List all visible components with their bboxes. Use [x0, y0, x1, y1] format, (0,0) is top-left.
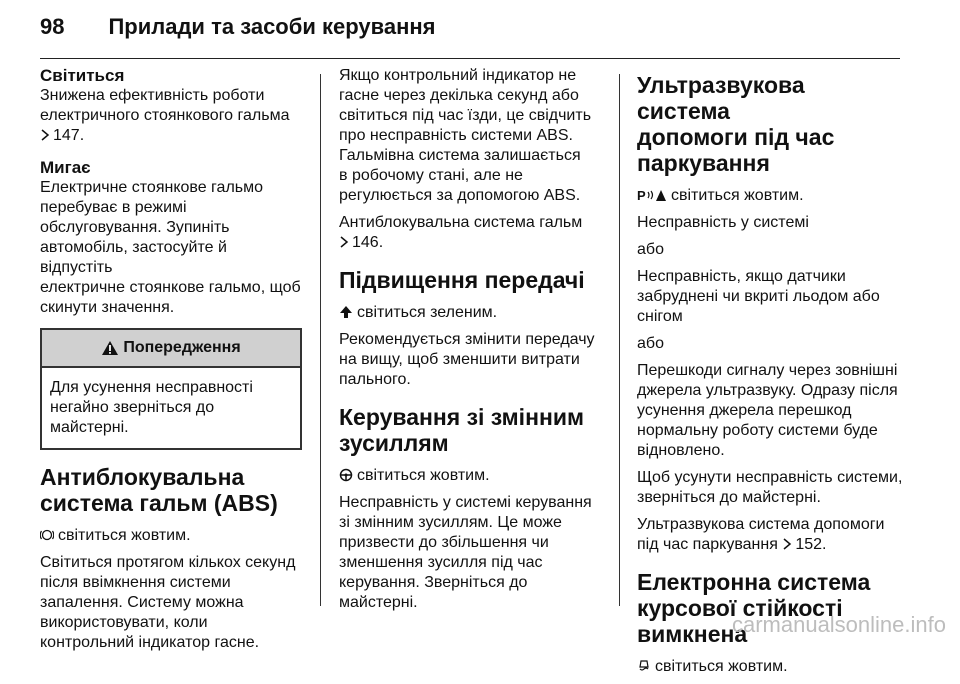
upshift-text: Рекомендується змінити передачу на вищу, щоб зменшити витрати пального.: [339, 331, 595, 388]
abs-text: Світиться протягом кількох секунд після ввімкнення системи запалення. Систему можна використовувати, коли контрольний індикатор гасне.: [40, 554, 296, 651]
esc-off-icon: [637, 659, 651, 673]
watermark: carmanualsonline.info: [731, 612, 946, 637]
column-divider: [619, 74, 620, 606]
svg-text:P: P: [637, 188, 646, 202]
abs-reference: Антиблокувальна система гальм 146.: [339, 214, 583, 251]
column-divider: [320, 74, 321, 606]
esc-heading: Електронна система курсової стійкості вимкнена: [637, 569, 871, 647]
abs-indicator-icon: [40, 528, 54, 542]
header-rule: [40, 58, 900, 59]
page-header: [40, 14, 436, 44]
abs-lit: світиться жовтим.: [40, 526, 302, 546]
page-title: Прилади та засоби керування: [108, 14, 436, 39]
or-text: або: [637, 335, 664, 352]
steering-heading: Керування зі змінним зусиллям: [339, 404, 585, 456]
parking-fix-text: Щоб усунути несправність системи, зверніться до майстерні.: [637, 469, 903, 506]
parking-sensors-text: Несправність, якщо датчики забруднені чи вкриті льодом або снігом: [637, 268, 880, 325]
parking-reference: Ультразвукова система допомоги під час паркування 152.: [637, 516, 885, 553]
parking-assist-heading: Ультразвукова система допомоги під час паркування: [637, 72, 835, 176]
page-number: 98: [40, 14, 65, 39]
parking-sensor-icon: [637, 188, 667, 202]
steering-text: Несправність у системі керування зі змінним зусиллям. Це може призвести до збільшення чи зменшення зусилля під час керування. Зверніться до майстерні.: [339, 494, 592, 611]
upshift-lit: світиться зеленим.: [339, 303, 601, 323]
page-ref-arrow-icon: [339, 236, 349, 248]
blink-text: Електричне стоянкове гальмо перебуває в режимі обслуговування. Зупиніть автомобіль, застосуйте й відпустіть електричне стоянкове гальмо, щоб скинути значення.: [40, 179, 301, 316]
steering-wheel-icon: [339, 468, 353, 482]
column-1: [40, 66, 302, 660]
upshift-arrow-icon: [339, 305, 353, 319]
upshift-heading: Підвищення передачі: [339, 267, 585, 293]
abs-continued: Якщо контрольний індикатор не гасне через декілька секунд або світиться під час їзди, це свідчить про несправність системи ABS. Гальмівна система залишається в робочому стані, але не регулюється за допомогою ABS.: [339, 67, 592, 204]
page-ref-arrow-icon: [782, 538, 792, 550]
esc-lit: світиться жовтим.: [637, 657, 903, 677]
page-ref-arrow-icon: [40, 129, 50, 141]
warning-triangle-icon: [101, 340, 119, 356]
warning-header: [42, 330, 300, 368]
abs-heading: Антиблокувальна система гальм (ABS): [40, 464, 278, 516]
parking-interference-text: Перешкоди сигналу через зовнішні джерела ультразвуку. Одразу після усунення джерела перешкод нормальну роботу системи буде відновлено.: [637, 362, 898, 459]
warning-box: [40, 328, 302, 450]
steering-lit: світиться жовтим.: [339, 466, 601, 486]
column-3: [637, 66, 903, 684]
warning-text: Для усунення несправності негайно зверніться до майстерні.: [50, 379, 253, 436]
or-text: або: [637, 241, 664, 258]
warning-title: Попередження: [123, 339, 241, 356]
parking-fault: Несправність у системі: [637, 214, 809, 231]
blink-heading: Мигає: [40, 158, 91, 177]
parking-lit: P світиться жовтим.: [637, 187, 804, 204]
column-2: [339, 66, 601, 620]
lit-text: Знижена ефективність роботи електричного стоянкового гальма 147.: [40, 87, 290, 144]
lit-heading: Світиться: [40, 66, 125, 85]
